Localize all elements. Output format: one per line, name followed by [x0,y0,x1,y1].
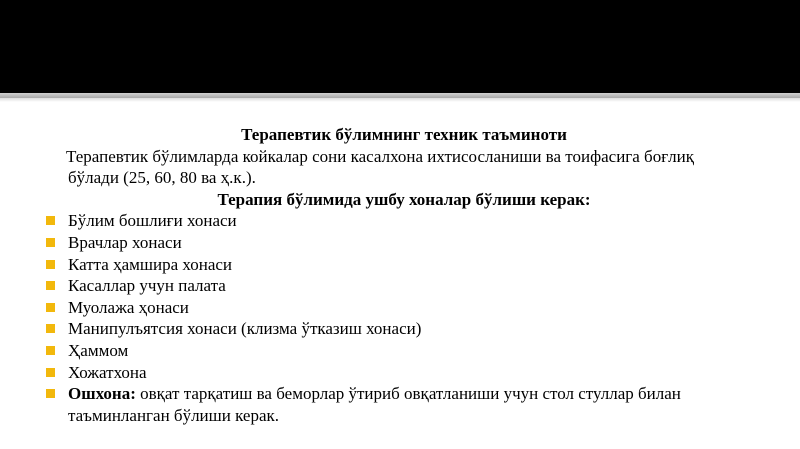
list-item-text: Врачлар хонаси [68,232,182,252]
list-item [0,362,800,384]
list-item-text: овқат тарқатиш ва беморлар ўтириб овқатланиши учун стол стуллар билан таъминланган бўлиши керак. [68,384,681,425]
intro-line-2: бўлади (25, 60, 80 ва ҳ.к.). [68,168,256,188]
intro-paragraph [0,146,800,189]
square-bullet-icon [46,324,56,334]
square-bullet-icon [46,346,56,356]
list-item-text: Манипулъятсия хонаси (клизма ўтказиш хонаси) [68,319,422,339]
square-bullet-icon [46,389,56,399]
list-item-text: Бўлим бошлиғи хонаси [68,211,237,231]
slide-body [0,124,800,426]
list-item [0,318,800,340]
list-item-text: Муолажа ҳонаси [68,297,189,317]
list-item [0,254,800,276]
square-bullet-icon [46,260,56,270]
list-item [0,383,800,426]
list-item [0,275,800,297]
square-bullet-icon [46,303,56,313]
intro-line-1: Терапевтик бўлимларда койкалар сони касалхона ихтисосланиши ва тоифасига боғлиқ [66,146,695,166]
list-item [0,210,800,232]
list-item [0,232,800,254]
list-item-text: Хожатхона [68,362,147,382]
header-shadow [0,98,800,102]
square-bullet-icon [46,238,56,248]
square-bullet-icon [46,368,56,378]
list-item-text: Ҳаммом [68,340,129,360]
square-bullet-icon [46,281,56,291]
list-item-text: Касаллар учун палата [68,276,226,296]
square-bullet-icon [46,216,56,226]
slide-title: Терапевтик бўлимнинг техник таъминоти [241,125,567,144]
list-item-lead: Ошхона: [68,384,136,404]
header-band [0,0,800,93]
list-item-text: Катта ҳамшира хонаси [68,254,233,274]
list-item [0,340,800,362]
slide-subtitle: Терапия бўлимида ушбу хоналар бўлиши керак: [217,189,591,209]
rooms-list [0,210,800,426]
list-item [0,297,800,319]
